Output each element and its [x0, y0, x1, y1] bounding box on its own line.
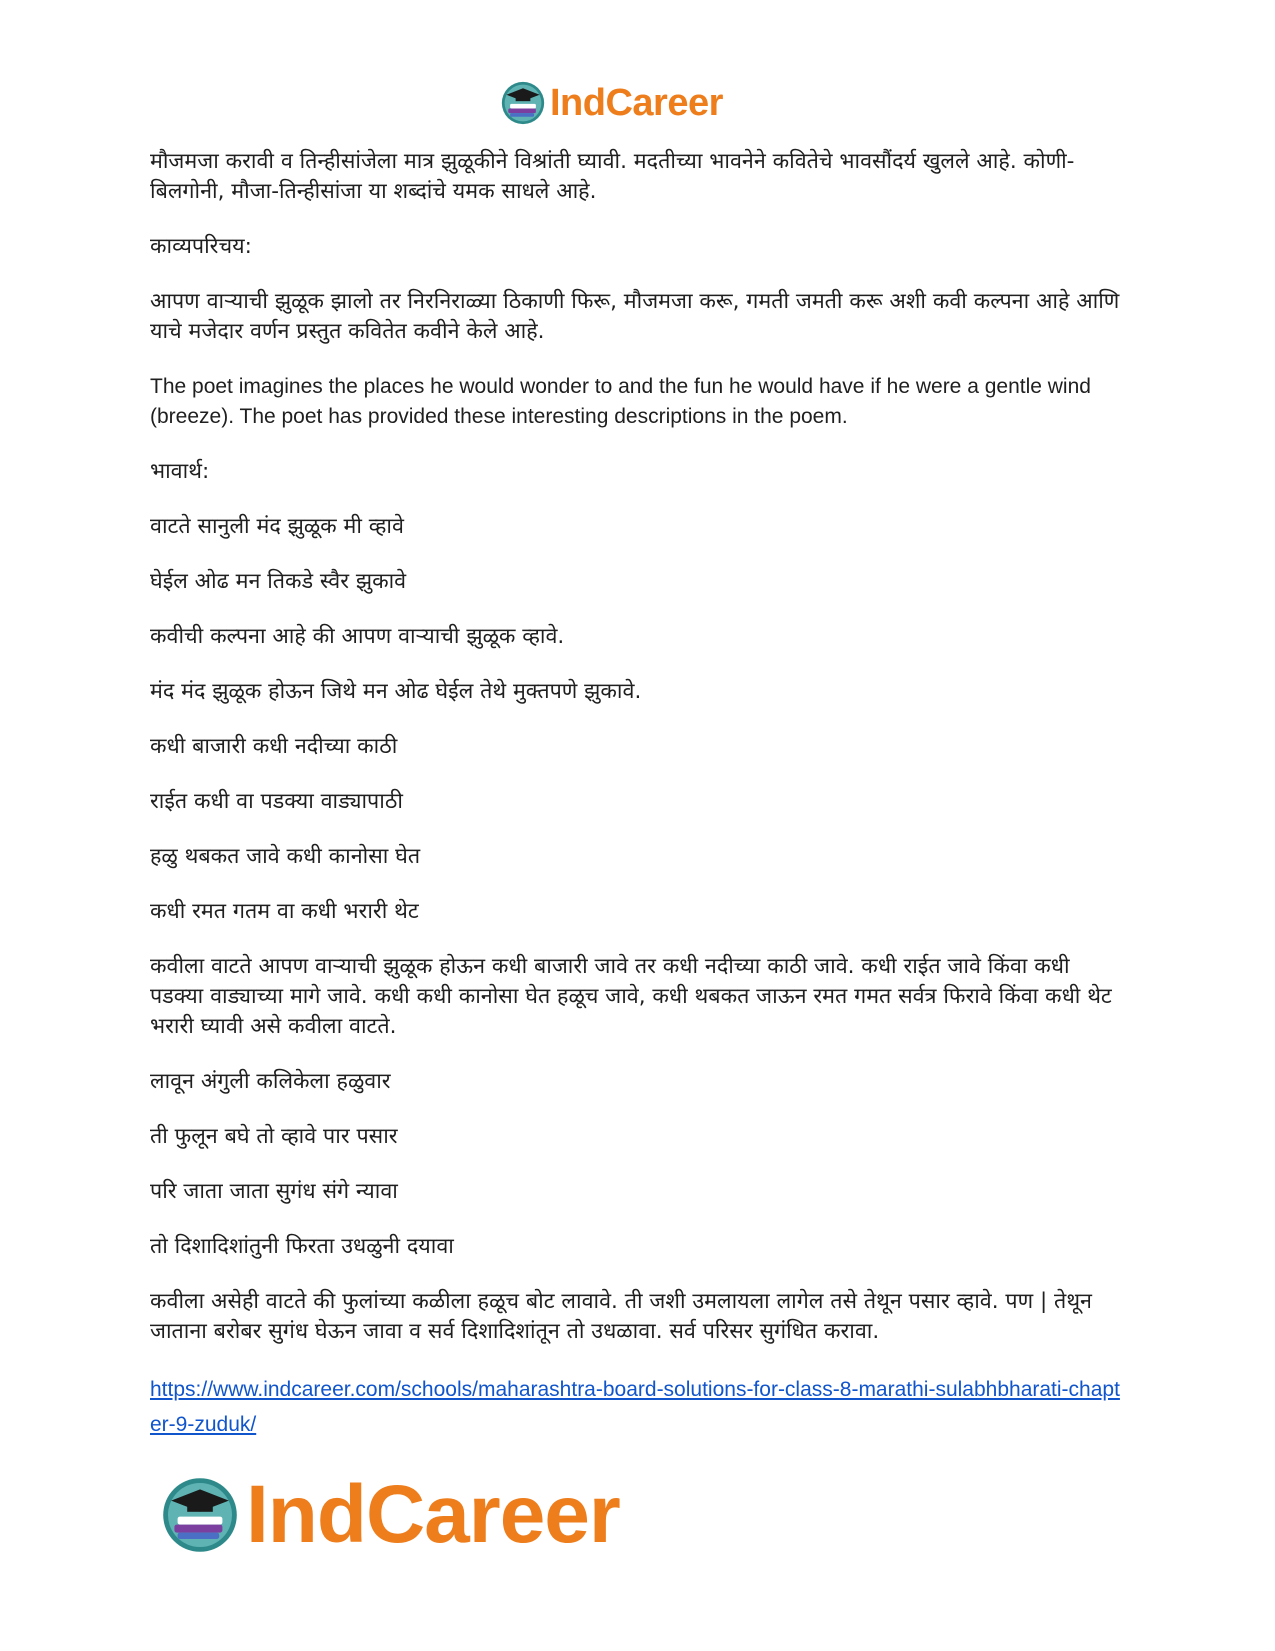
graduation-cap-logo-icon	[500, 80, 546, 126]
paragraph: कवीला असेही वाटते की फुलांच्या कळीला हळूच बोट लावावे. ती जशी उमलायला लागेल तसे तेथून पसार व्हावे. पण | तेथून जाताना बरोबर सुगंध घेऊन जावा व सर्व दिशादिशांतून तो उधळावा. सर्व परिसर सुगंधित करावा.	[150, 1289, 1092, 1344]
footer-logo-text: IndCareer	[246, 1469, 620, 1560]
paragraph: कधी रमत गतम वा कधी भरारी थेट	[150, 899, 419, 924]
paragraph: आपण वाऱ्याची झुळूक झालो तर निरनिराळ्या ठिकाणी फिरू, मौजमजा करू, गमती जमती करू अशी कवी कल्पना आहे आणि याचे मजेदार वर्णन प्रस्तुत कवितेत कवीने केले आहे.	[150, 289, 1120, 344]
paragraph: राईत कधी वा पडक्या वाड्यापाठी	[150, 789, 403, 814]
paragraph: कवीची कल्पना आहे की आपण वाऱ्याची झुळूक व्हावे.	[150, 624, 565, 649]
paragraph: The poet imagines the places he would wonder to and the fun he would have if he were a gentle wind (breeze). The poet has provided these interesting descriptions in the poem.	[150, 375, 1091, 428]
source-link[interactable]: https://www.indcareer.com/schools/maharashtra-board-solutions-for-class-8-marathi-sulabhbharati-chapter-9-zuduk/	[150, 1378, 1120, 1436]
paragraph: कवीला वाटते आपण वाऱ्याची झुळूक होऊन कधी बाजारी जावे तर कधी नदीच्या काठी जावे. कधी राईत जावे किंवा कधी पडक्या वाड्याच्या मागे जावे. कधी कधी कानोसा घेत हळूच जावे, कधी थबकत जाऊन रमत गमत सर्वत्र फिरावे किंवा कधी थेट भरारी घ्यावी असे कवीला वाटते.	[150, 954, 1112, 1039]
paragraph: ती फुलून बघे तो व्हावे पार पसार	[150, 1124, 398, 1149]
paragraph: मौजमजा करावी व तिन्हीसांजेला मात्र झुळूकीने विश्रांती घ्यावी. मदतीच्या भावनेने कवितेचे भावसौंदर्य खुलले आहे. कोणी-बिलगोनी, मौजा-तिन्हीसांजा या शब्दांचे यमक साधले आहे.	[150, 149, 1075, 204]
footer-logo	[160, 1465, 620, 1565]
paragraph: घेईल ओढ मन तिकडे स्वैर झुकावे	[150, 569, 407, 594]
header-logo-text: IndCareer	[550, 81, 723, 124]
document-body	[150, 147, 1125, 1442]
paragraph: भावार्थ:	[150, 459, 210, 484]
header-logo	[500, 78, 723, 128]
paragraph: लावून अंगुली कलिकेला हळुवार	[150, 1069, 391, 1094]
paragraph: मंद मंद झुळूक होऊन जिथे मन ओढ घेईल तेथे मुक्तपणे झुकावे.	[150, 679, 642, 704]
paragraph: कधी बाजारी कधी नदीच्या काठी	[150, 734, 398, 759]
paragraph: हळु थबकत जावे कधी कानोसा घेत	[150, 844, 421, 869]
paragraph: काव्यपरिचय:	[150, 234, 252, 259]
paragraph: परि जाता जाता सुगंध संगे न्यावा	[150, 1179, 398, 1204]
paragraph: तो दिशादिशांतुनी फिरता उधळुनी दयावा	[150, 1234, 454, 1259]
graduation-cap-logo-icon	[160, 1475, 240, 1555]
paragraph: वाटते सानुली मंद झुळूक मी व्हावे	[150, 514, 404, 539]
